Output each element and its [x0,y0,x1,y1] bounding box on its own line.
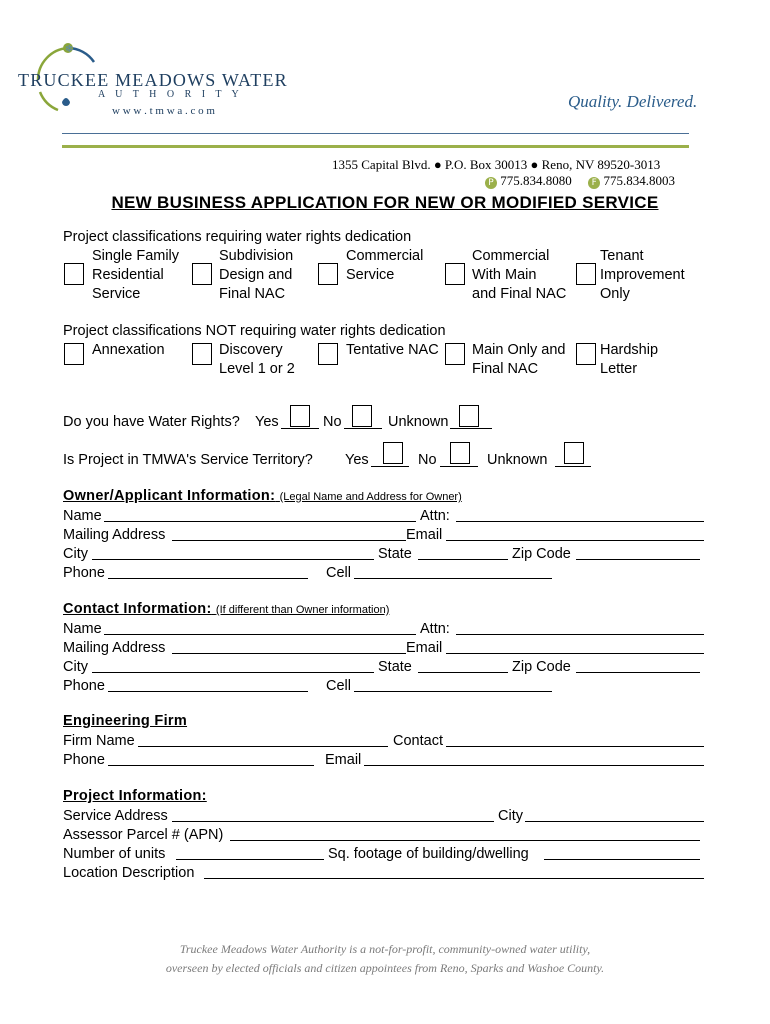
water-rights-no-line [344,428,382,429]
checkbox-subdivision[interactable] [192,263,212,285]
contact-attn-line[interactable] [456,634,704,635]
option-tenant-improvement: Tenant Improvement Only [600,248,685,302]
project-units-line[interactable] [176,859,324,860]
territory-no-checkbox[interactable] [450,442,470,464]
engineering-section-heading: Engineering Firm [63,713,188,729]
territory-unknown-line [555,466,591,467]
project-section-heading: Project Information: [63,788,207,804]
org-subname: A U T H O R I T Y [98,89,243,100]
option-hardship: Hardship Letter [600,342,659,377]
option-annexation: Annexation [92,342,165,358]
territory-unknown-label: Unknown [487,452,548,468]
website: w w w . t m w a . c o m [112,105,215,117]
contact-name-label: Name [63,621,102,637]
territory-no-label: No [418,452,437,468]
org-name: TRUCKEE MEADOWS WATER [18,70,288,90]
service-territory-question: Is Project in TMWA's Service Territory? [63,452,313,468]
owner-state-line[interactable] [418,559,508,560]
footer-line-2: overseen by elected officials and citizen appointees from Reno, Sparks and Washoe County. [165,961,605,975]
contact-zip-line[interactable] [576,672,700,673]
contact-name-line[interactable] [102,634,416,635]
contact-mailing-line[interactable] [172,653,420,654]
project-apn-label: Assessor Parcel # (APN) [63,827,224,843]
contact-attn-label: Attn: [420,621,450,637]
option-single-family: Single Family Residential Service [92,248,180,302]
checkbox-single-family[interactable] [64,263,84,285]
owner-attn-line[interactable] [456,521,704,522]
option-discovery: Discovery Level 1 or 2 [219,342,295,377]
footer-line-1: Truckee Meadows Water Authority is a not-for-profit, community-owned water utility, [179,942,591,956]
project-service-address-line[interactable] [172,821,494,822]
tagline: Quality. Delivered. [568,92,698,111]
owner-email-line[interactable] [446,540,704,541]
project-city-label: City [498,808,523,824]
owner-city-line[interactable] [92,559,374,560]
contact-city-line[interactable] [92,672,374,673]
owner-mailing-line[interactable] [172,540,420,541]
owner-attn-label: Attn: [420,508,450,524]
address-line: 1355 Capital Blvd. ● P.O. Box 30013 ● Reno, NV 89520-3013 [332,157,661,172]
contact-state-line[interactable] [418,672,508,673]
fax-badge-icon: F [588,177,600,189]
phone-badge-icon: P [485,177,497,189]
contact-section-heading: Contact Information: (If different than Owner information) [63,601,390,617]
contact-city-label: City [63,659,88,675]
contact-state-label: State [378,659,412,675]
owner-phone-label: Phone [63,565,105,581]
option-commercial-main: Commercial With Main and Final NAC [472,248,567,302]
engineering-phone-label: Phone [63,752,105,768]
owner-email-label: Email [406,527,443,543]
option-commercial-service: Commercial Service [346,248,424,283]
water-rights-yes-label: Yes [255,414,279,430]
checkbox-tenant-improvement[interactable] [576,263,596,285]
checkbox-hardship[interactable] [576,343,596,365]
owner-name-line[interactable] [102,521,416,522]
page-title: NEW BUSINESS APPLICATION FOR NEW OR MODIFIED SERVICE [111,193,659,212]
project-location-line[interactable] [204,878,704,879]
contact-zip-label: Zip Code [512,659,571,675]
water-rights-yes-checkbox[interactable] [290,405,310,427]
header-rule-green [62,145,689,148]
owner-section-note: (Legal Name and Address for Owner) [279,491,462,503]
checkbox-annexation[interactable] [64,343,84,365]
contact-cell-label: Cell [326,678,351,694]
option-subdivision: Subdivision Design and Final NAC [219,248,294,302]
project-apn-line[interactable] [230,840,700,841]
project-city-line[interactable] [522,821,704,822]
contact-section-note: (If different than Owner information) [215,604,390,616]
checkbox-commercial-service[interactable] [318,263,338,285]
territory-no-line [440,466,478,467]
owner-state-label: State [378,546,412,562]
water-rights-question: Do you have Water Rights? [63,414,240,430]
contact-email-label: Email [406,640,443,656]
owner-city-label: City [63,546,88,562]
owner-zip-label: Zip Code [512,546,571,562]
project-units-label: Number of units [63,846,166,862]
project-sqft-label: Sq. footage of building/dwelling [328,846,529,862]
water-rights-unknown-label: Unknown [388,414,449,430]
owner-name-label: Name [63,508,102,524]
engineering-contact-label: Contact [393,733,443,749]
classifications-requiring-heading: Project classifications requiring water rights dedication [63,229,412,245]
option-main-only: Main Only and Final NAC [472,342,566,377]
checkbox-discovery[interactable] [192,343,212,365]
checkbox-tentative-nac[interactable] [318,343,338,365]
svg-text:❄: ❄ [65,44,74,55]
water-rights-unknown-checkbox[interactable] [459,405,479,427]
territory-yes-line [371,466,409,467]
territory-yes-label: Yes [345,452,369,468]
owner-cell-label: Cell [326,565,351,581]
project-sqft-line[interactable] [544,859,700,860]
contact-cell-line[interactable] [354,691,552,692]
engineering-email-label: Email [325,752,362,768]
contact-mailing-label: Mailing Address [63,640,166,656]
contact-phone-label: Phone [63,678,105,694]
engineering-phone-line[interactable] [108,765,314,766]
water-rights-unknown-line [450,428,492,429]
phone-line [485,173,675,189]
territory-yes-checkbox[interactable] [383,442,403,464]
owner-section-heading: Owner/Applicant Information: (Legal Name and Address for Owner) [63,488,462,504]
owner-cell-line[interactable] [354,578,552,579]
header-rule-blue [62,133,689,134]
water-rights-yes-line [281,428,319,429]
option-tentative-nac: Tentative NAC [346,342,439,358]
project-location-label: Location Description [63,865,195,881]
engineering-firm-line[interactable] [138,746,388,747]
phone-number: 775.834.8080 [500,173,572,188]
fax-number: 775.834.8003 [603,173,675,188]
owner-phone-line[interactable] [108,578,308,579]
water-rights-no-label: No [323,414,342,430]
water-rights-no-checkbox[interactable] [352,405,372,427]
project-service-address-label: Service Address [63,808,168,824]
checkbox-commercial-main[interactable] [445,263,465,285]
engineering-firm-label: Firm Name [63,733,135,749]
checkbox-main-only[interactable] [445,343,465,365]
engineering-email-line[interactable] [364,765,704,766]
engineering-contact-line[interactable] [446,746,704,747]
contact-phone-line[interactable] [108,691,308,692]
owner-zip-line[interactable] [576,559,700,560]
owner-mailing-label: Mailing Address [63,527,166,543]
contact-email-line[interactable] [446,653,704,654]
classifications-not-requiring-heading: Project classifications NOT requiring water rights dedication [63,323,446,339]
territory-unknown-checkbox[interactable] [564,442,584,464]
